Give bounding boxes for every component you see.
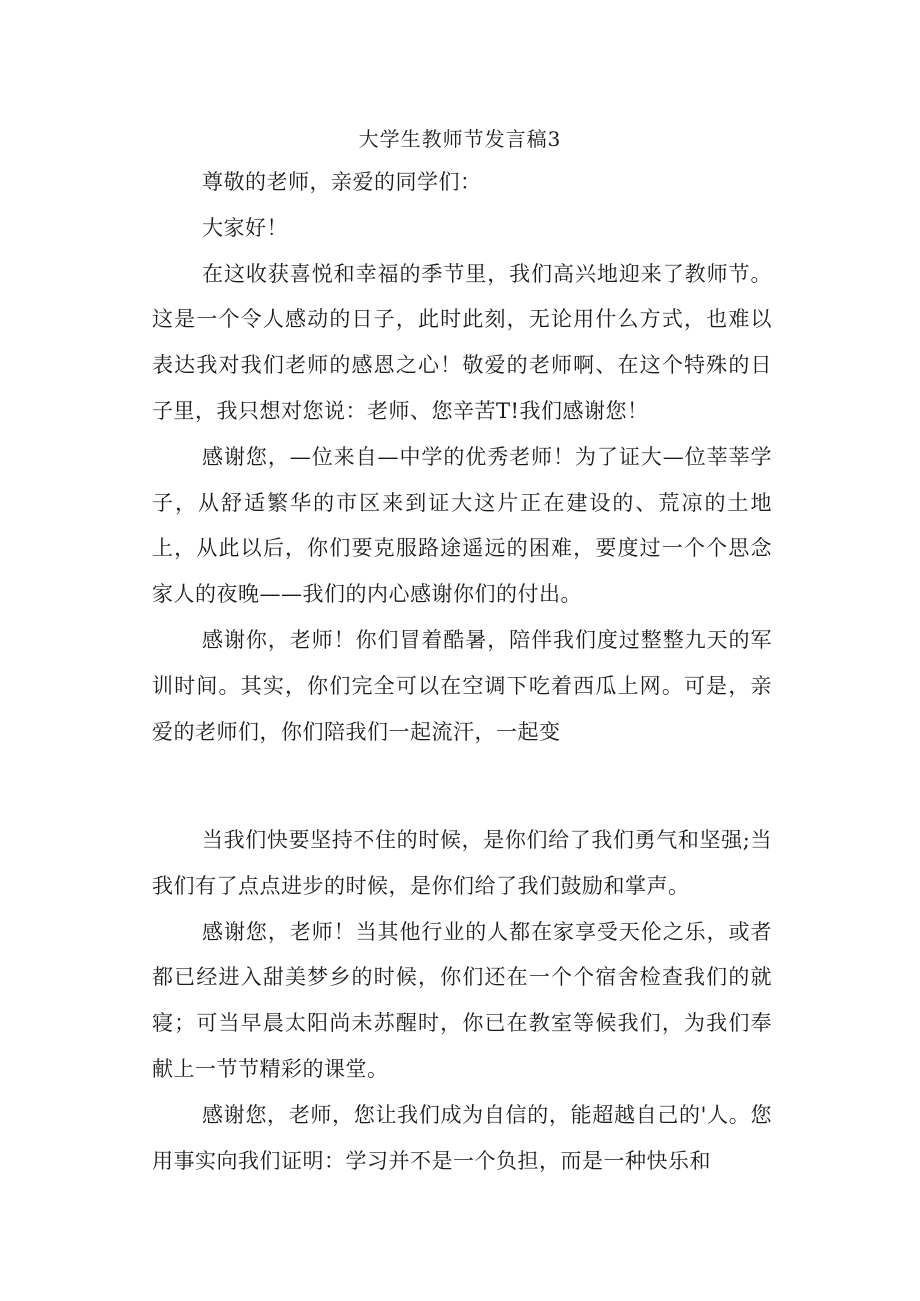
- paragraph-thanks-training: 感谢你，老师！你们冒着酷暑，陪伴我们度过整整九天的军训时间。其实，你们完全可以在空调下吃着西瓜上网。可是，亲爱的老师们，你们陪我们一起流汗，一起变: [152, 627, 772, 744]
- paragraph-intro: 在这收获喜悦和幸福的季节里，我们高兴地迎来了教师节。这是一个令人感动的日子，此时此刻，无论用什么方式，也难以表达我对我们老师的感恩之心！敬爱的老师啊、在这个特殊的日子里，我只想对您说：老师、您辛苦T!我们感谢您！: [152, 261, 772, 423]
- paragraph-thanks-confidence: 感谢您，老师，您让我们成为自信的，能超越自己的'人。您用事实向我们证明：学习并不是一个负担，而是一种快乐和: [152, 1102, 772, 1173]
- text-block-top: [152, 160, 772, 755]
- text-block-bottom: [152, 818, 772, 1184]
- paragraph-thanks-arrival: 感谢您，—位来自—中学的优秀老师！为了证大—位莘莘学子，从舒适繁华的市区来到证大这片正在建设的、荒凉的土地上，从此以后，你们要克服路途遥远的困难，要度过一个个思念家人的夜晚——我们的内心感谢你们的付出。: [152, 444, 772, 607]
- paragraph-greeting: 大家好！: [202, 215, 288, 240]
- document-title: 大学生教师节发言稿3: [358, 127, 562, 151]
- paragraph-thanks-care: 感谢您，老师！当其他行业的人都在家享受天伦之乐，或者都已经进入甜美梦乡的时候，你们还在一个个宿舍检查我们的就寝；可当早晨太阳尚未苏醒时，你已在教室等候我们，为我们奉献上一节节精彩的课堂。: [152, 919, 772, 1081]
- paragraph-salutation: 尊敬的老师，亲爱的同学们：: [202, 170, 482, 194]
- paragraph-courage: 当我们快要坚持不住的时候，是你们给了我们勇气和坚强;当我们有了点点进步的时候，是你们给了我们鼓励和掌声。: [152, 828, 772, 898]
